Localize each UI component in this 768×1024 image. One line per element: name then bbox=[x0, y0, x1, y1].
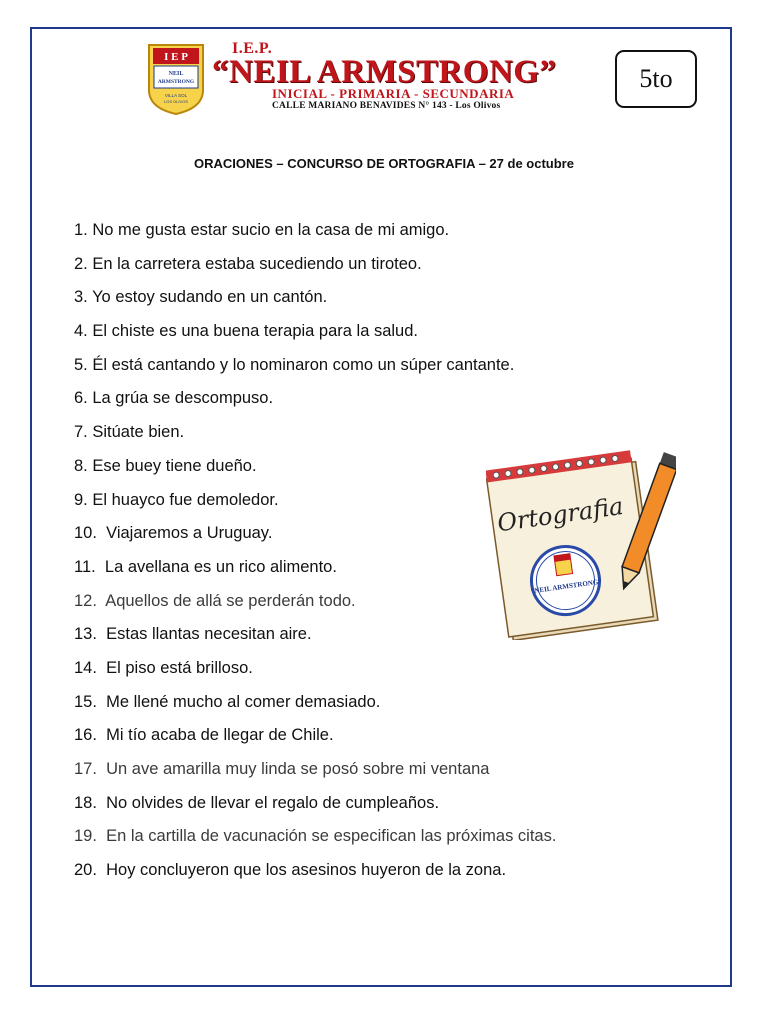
sentence-list bbox=[74, 218, 556, 892]
sentence-number: 4. bbox=[74, 322, 88, 341]
school-address: CALLE MARIANO BENAVIDES N° 143 - Los Olivos bbox=[272, 101, 501, 111]
sentence-item bbox=[74, 454, 556, 488]
sentence-number: 10. bbox=[74, 524, 97, 543]
illustration-word: Ortografia bbox=[495, 491, 625, 538]
sentence-item bbox=[74, 791, 556, 825]
sentence-number: 6. bbox=[74, 389, 88, 408]
sentence-number: 1. bbox=[74, 221, 88, 239]
sentence-text: La avellana es un rico alimento. bbox=[104, 557, 337, 576]
crest-line2: ARMSTRONG bbox=[157, 79, 195, 85]
sentence-item bbox=[74, 723, 556, 757]
sentence-item bbox=[74, 319, 556, 353]
crest-line3: VILLA SOL bbox=[164, 93, 188, 98]
sentence-text: Un ave amarilla muy linda se posó sobre mi ventana bbox=[106, 760, 490, 778]
letterhead bbox=[0, 0, 768, 130]
sentence-number: 3. bbox=[74, 288, 88, 307]
sentence-number: 19. bbox=[74, 827, 97, 846]
sentence-text: La grúa se descompuso. bbox=[92, 389, 274, 408]
sentence-number: 9. bbox=[74, 490, 88, 509]
sentence-item bbox=[74, 521, 556, 555]
sentence-item bbox=[74, 858, 556, 892]
sentence-number: 17. bbox=[74, 760, 97, 778]
sentence-text: Aquellos de allá se perderán todo. bbox=[105, 591, 356, 610]
sentence-text: El piso está brilloso. bbox=[106, 658, 253, 677]
sentence-item bbox=[74, 757, 556, 791]
sentence-text: El chiste es una buena terapia para la salud. bbox=[92, 322, 418, 341]
sentence-text: Viajaremos a Uruguay. bbox=[106, 524, 273, 543]
sentence-number: 15. bbox=[74, 692, 97, 711]
sentence-item bbox=[74, 622, 556, 656]
crest-line1: NEIL bbox=[168, 71, 184, 77]
school-crest bbox=[146, 42, 206, 116]
sentence-number: 5. bbox=[74, 355, 88, 374]
sentence-text: Yo estoy sudando en un cantón. bbox=[92, 288, 328, 307]
document-title: ORACIONES – CONCURSO DE ORTOGRAFIA – 27 de octubre bbox=[194, 156, 574, 171]
sentence-text: No me gusta estar sucio en la casa de mi amigo. bbox=[92, 221, 450, 239]
sentence-number: 20. bbox=[74, 861, 97, 880]
sentence-text: No olvides de llevar el regalo de cumpleaños. bbox=[106, 793, 440, 812]
sentence-text: En la cartilla de vacunación se especifican las próximas citas. bbox=[106, 827, 557, 846]
crest-line4: LOS OLIVOS bbox=[163, 99, 189, 104]
grade-box: 5to bbox=[615, 50, 697, 108]
sentence-item bbox=[74, 285, 556, 319]
sentence-text: El huayco fue demoledor. bbox=[92, 490, 279, 509]
sentence-text: Estas llantas necesitan aire. bbox=[106, 625, 312, 644]
ortografia-illustration bbox=[486, 440, 676, 640]
sentence-text: Me llené mucho al comer demasiado. bbox=[106, 692, 381, 711]
sentence-text: Mi tío acaba de llegar de Chile. bbox=[106, 726, 334, 745]
sentence-item bbox=[74, 386, 556, 420]
crest-letters: I E P bbox=[164, 51, 188, 63]
sentence-number: 13. bbox=[74, 625, 97, 644]
sentence-item bbox=[74, 353, 556, 387]
school-type: I.E.P. bbox=[232, 40, 273, 57]
school-levels: INICIAL - PRIMARIA - SECUNDARIA bbox=[272, 86, 515, 101]
sentence-number: 18. bbox=[74, 793, 97, 812]
sentence-item bbox=[74, 589, 556, 623]
sentence-text: Él está cantando y lo nominaron como un súper cantante. bbox=[92, 355, 515, 374]
sentence-text: Hoy concluyeron que los asesinos huyeron de la zona. bbox=[106, 861, 507, 880]
sentence-text: Sitúate bien. bbox=[92, 423, 185, 442]
seal-name: “NEIL ARMSTRONG” bbox=[530, 577, 603, 596]
sentence-number: 12. bbox=[74, 591, 97, 610]
sentence-item bbox=[74, 420, 556, 454]
sentence-item bbox=[74, 488, 556, 522]
sentence-item bbox=[74, 555, 556, 589]
sentence-number: 7. bbox=[74, 423, 88, 442]
sentence-number: 2. bbox=[74, 254, 88, 273]
sentence-number: 8. bbox=[74, 456, 88, 475]
sentence-item bbox=[74, 218, 556, 252]
sentence-item bbox=[74, 656, 556, 690]
sentence-item bbox=[74, 252, 556, 286]
sentence-number: 16. bbox=[74, 726, 97, 745]
sentence-number: 14. bbox=[74, 658, 97, 677]
sentence-item bbox=[74, 690, 556, 724]
sentence-item bbox=[74, 824, 556, 858]
sentence-text: En la carretera estaba sucediendo un tiroteo. bbox=[92, 254, 422, 273]
school-name: “NEIL ARMSTRONG” bbox=[212, 54, 557, 90]
sentence-text: Ese buey tiene dueño. bbox=[92, 456, 257, 475]
sentence-number: 11. bbox=[74, 557, 96, 576]
